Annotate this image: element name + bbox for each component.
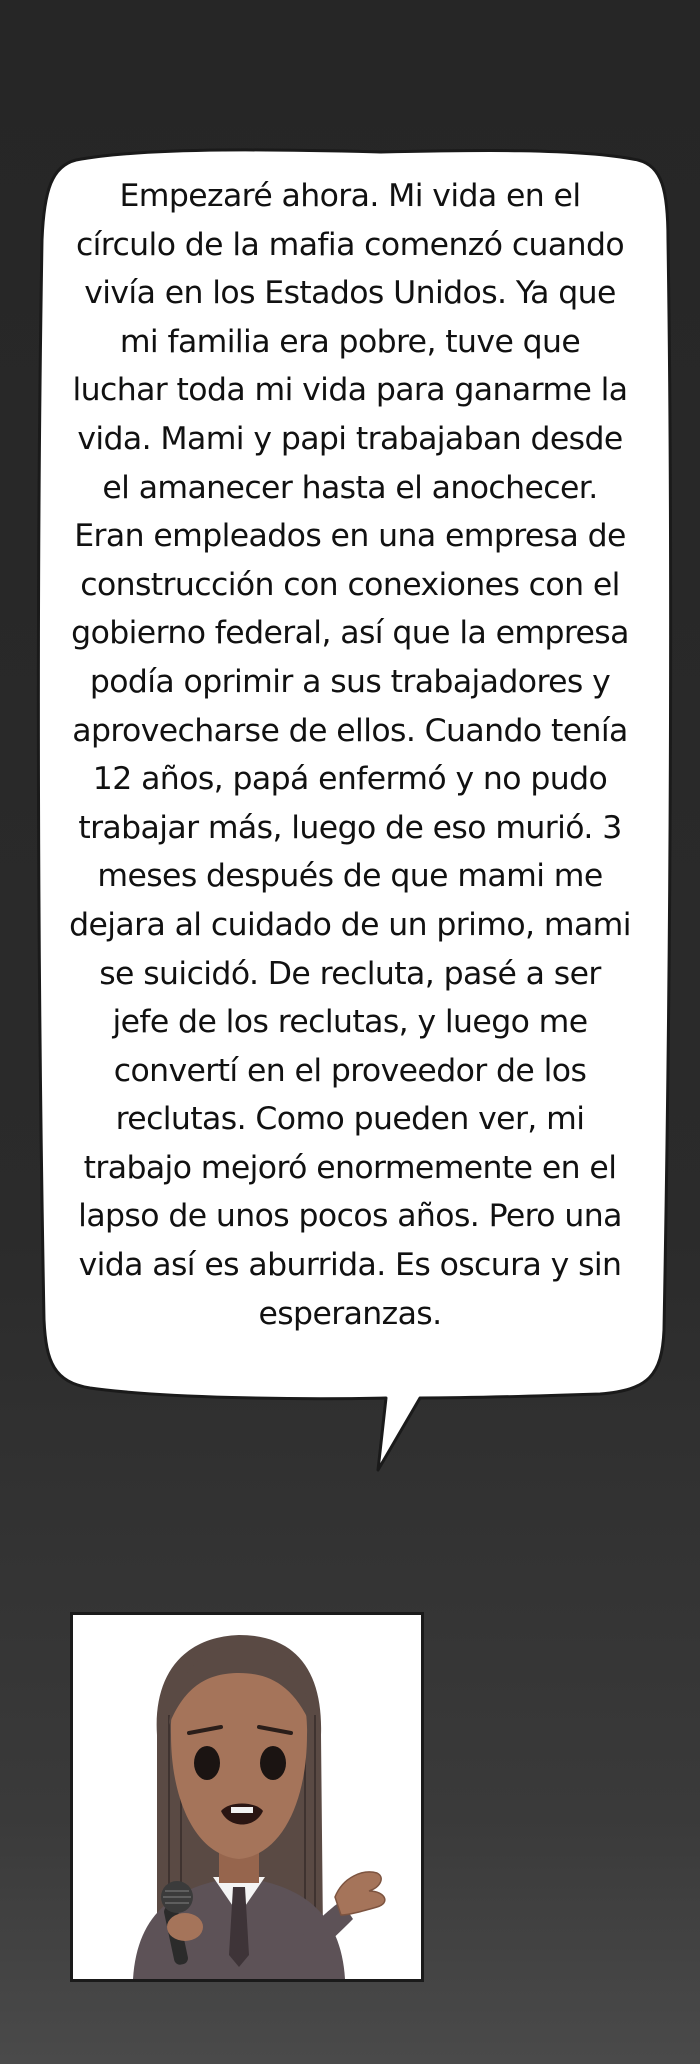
right-eye — [260, 1746, 286, 1780]
left-eye — [194, 1746, 220, 1780]
right-hand — [335, 1872, 385, 1915]
speech-bubble-text: Empezaré ahora. Mi vida en el círculo de la mafia comenzó cuando vivía en los Estados Unidos. Ya que mi familia era pobre, tuve que luchar toda mi vida para ganarme la vida. Mami y papi trabajaban desde el amanecer hasta el anochecer. Eran empleados en una empresa de construcción con conexiones con el gobierno federal, así que la empresa podía oprimir a sus trabajadores y aprovecharse de ellos. Cuando tenía 12 años, papá enfermó y no pudo trabajar más, luego de eso murió. 3 meses después de que mami me dejara al cuidado de un primo, mami se suicidó. De recluta, pasé a ser jefe de los reclutas, y luego me convertí en el proveedor de los reclutas. Como pueden ver, mi trabajo mejoró enormemente en el lapso de unos pocos años. Pero una vida así es aburrida. Es oscura y sin esperanzas. — [69, 178, 631, 1332]
left-hand — [167, 1913, 203, 1941]
speaker-with-microphone-illustration — [73, 1615, 421, 1979]
character-panel — [70, 1612, 424, 1982]
